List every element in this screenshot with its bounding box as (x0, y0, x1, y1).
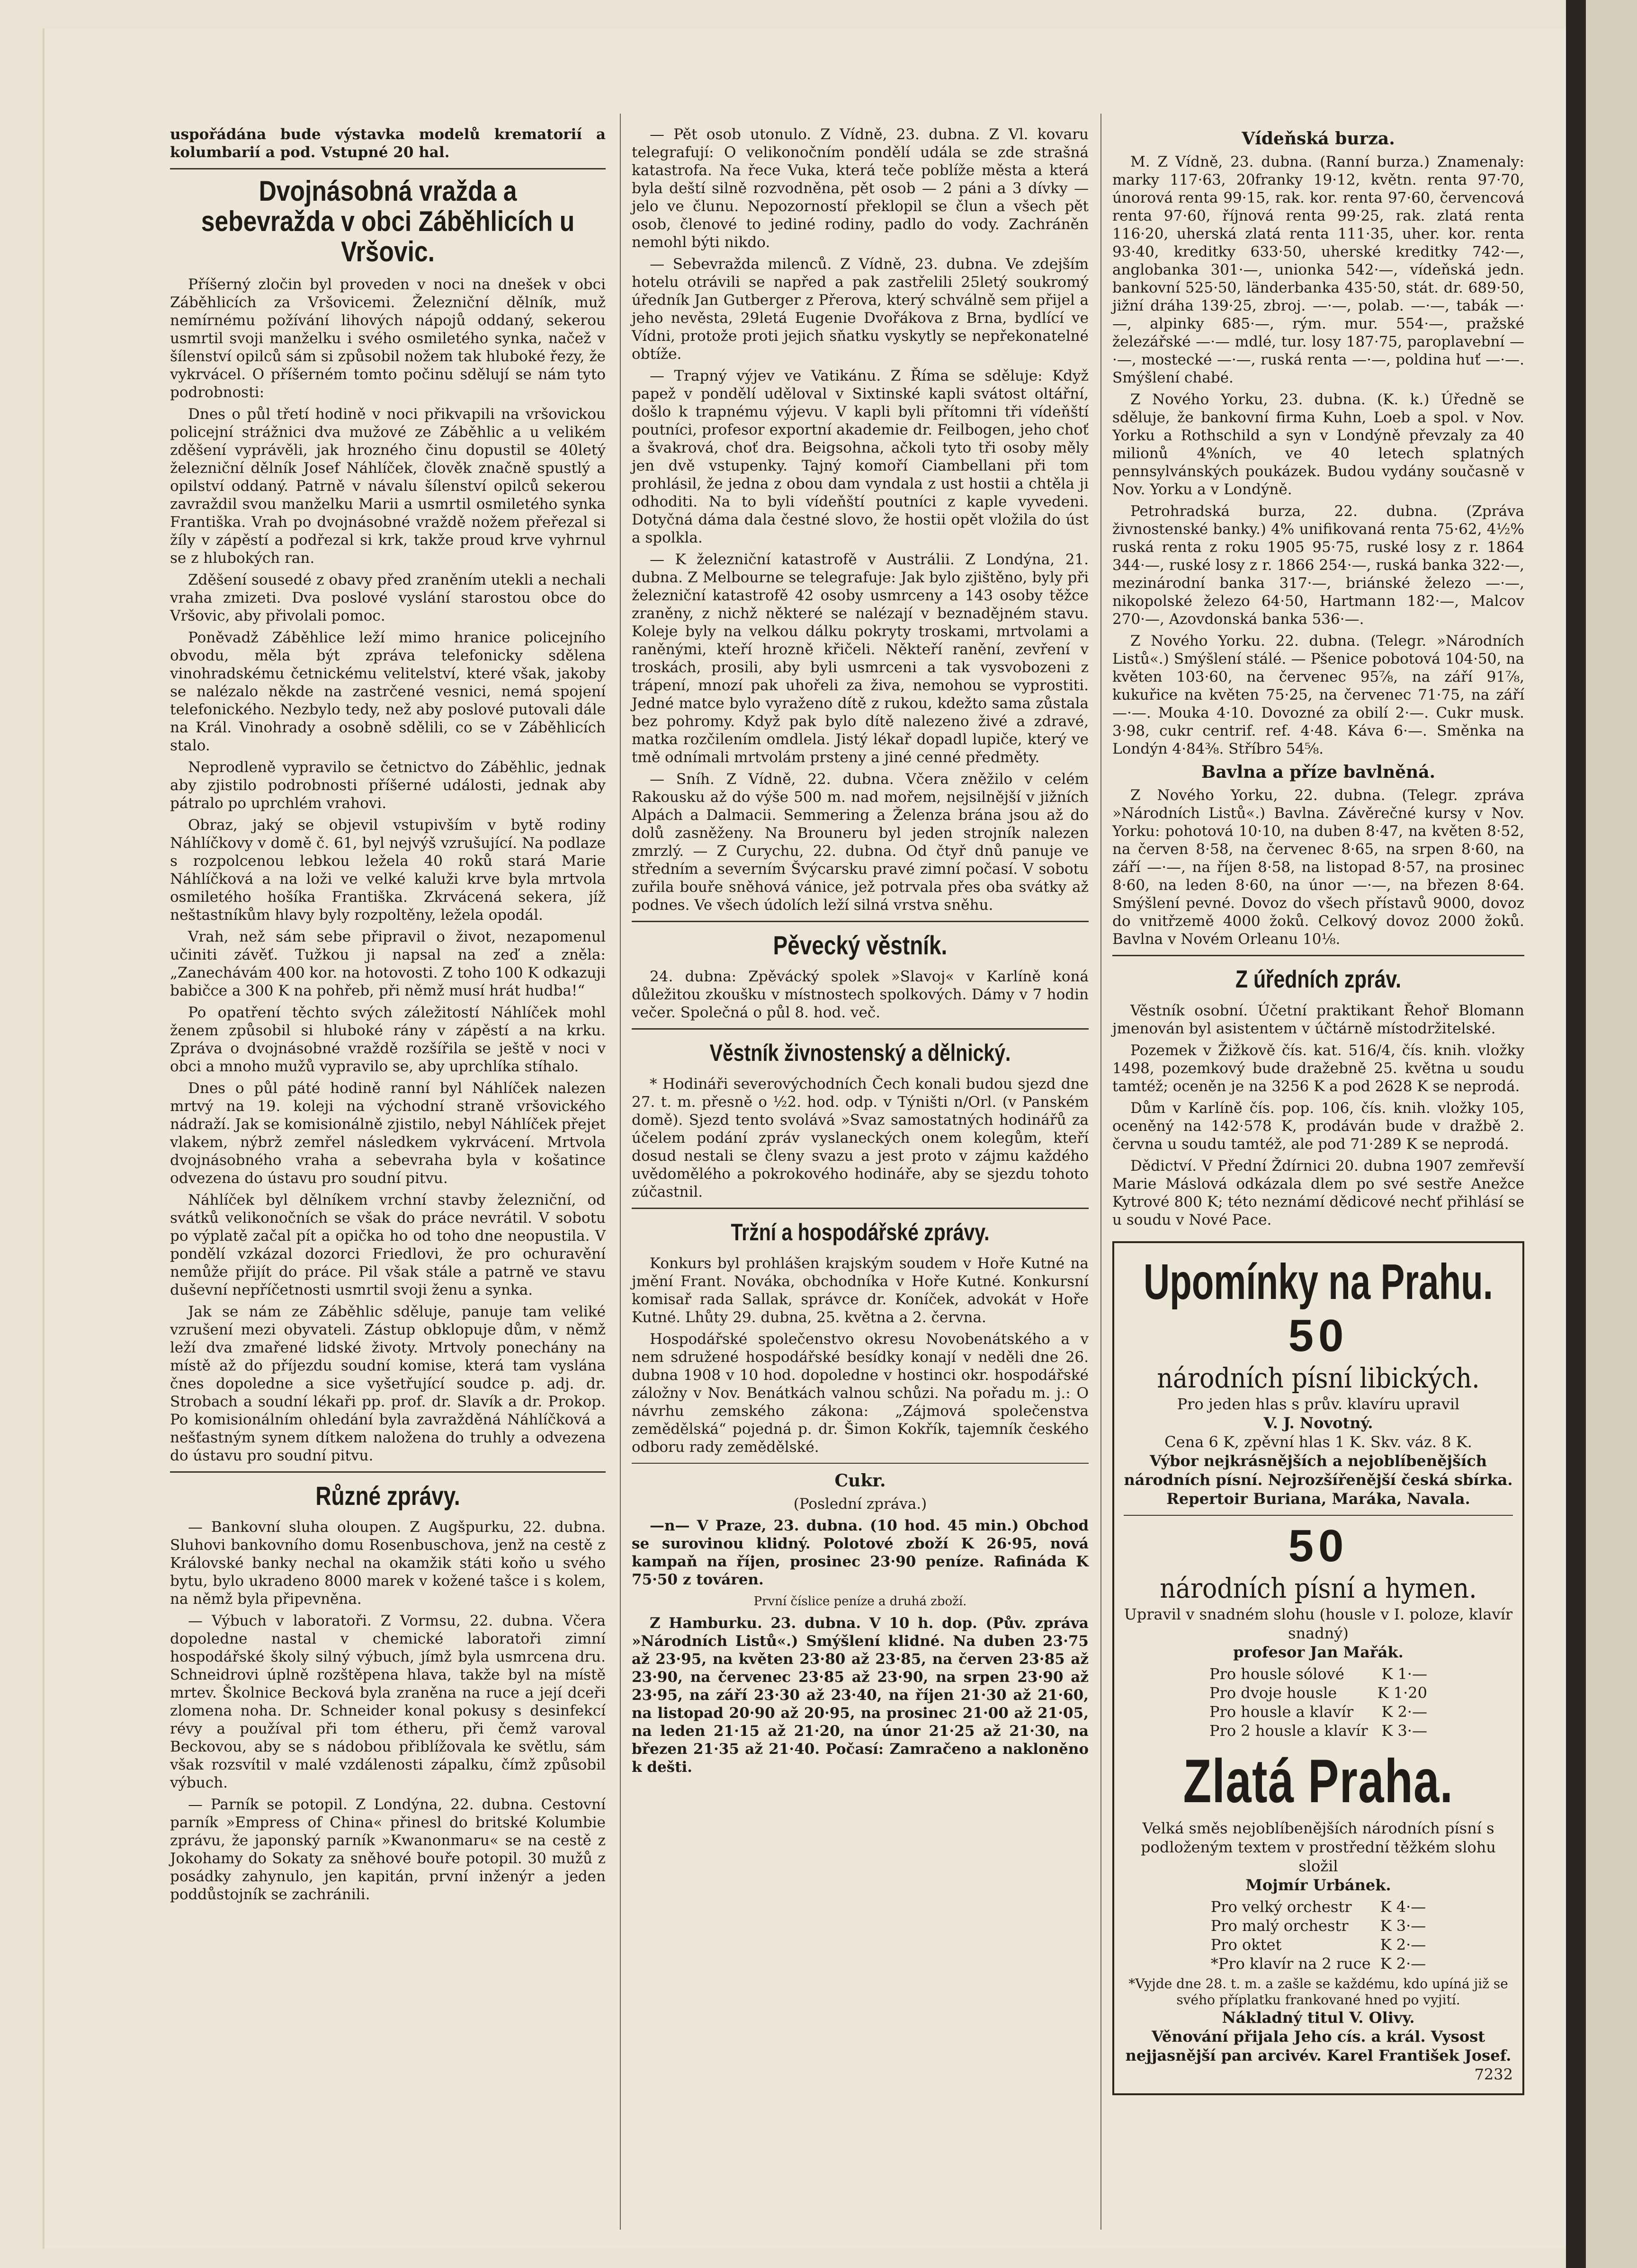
market-report: Petrohradská burza, 22. dubna. (Zpráva živnostenské banky.) 4% unifikovaná renta 75·62, 4½% ruská renta z roku 1905 95·75, ruské losy z r. 1864 344·—, ruské losy z r. 1866 254·—, ruská banka 322·—, mezinárodní banka 317·—, briánské železo —·—, nikopolské železo 64·50, Hartmann 182·—, Malcov 270·—, Azovdonská banka 536·—. (1112, 503, 1524, 628)
notice: Dům v Karlíně čís. pop. 106, čís. knih. vložky 105, oceněný na 142·578 K, prodáván bude v dražbě 2. června u soudu tamtéž, ale pod 71·289 K se neprodá. (1112, 1100, 1524, 1153)
price-value: K 1·20 (1377, 1684, 1427, 1702)
divider (170, 1471, 606, 1473)
ad-blurb: Výbor nejkrásnějších a nejoblíbenějších národních písní. Nejrozšířenější česká sbírka. Repertoir Buriana, Maráka, Navala. (1124, 1452, 1513, 1508)
news-item: — Bankovní sluha oloupen. Z Augšpurku, 22. dubna. Sluhovi bankovního domu Rosenbuschova, jenž na cestě z Královské banky nechal na okamžik státi koňo u svého bytu, bylo ukradeno 8000 marek v kožené tašce i s kolem, na němž byla připevněna. (170, 1519, 606, 1608)
price-value: K 3·— (1380, 1917, 1426, 1935)
news-item: — Parník se potopil. Z Londýna, 22. dubna. Cestovní parník »Empress of China« přinesl do britské Kolumbie zprávu, že japonský parník »Kwanonmaru« se na cestě z Jokohamy do Sokaty za sněhové bouře potopil. 30 mužů z posádky zahynulo, jen kapitán, první inženýr a jeden poddůstojník se zachránili. (170, 1796, 606, 1903)
article-paragraph: Vrah, než sám sebe připravil o život, nezapomenul učiniti závěť. Tužkou ji napsal na zeď a zněla: „Zanechávám 400 kor. na hotovosti. Z toho 100 K odkazuji babičce a 300 K na pohřeb, při němž musí hrát hudba!“ (170, 928, 606, 999)
price-row (1205, 1683, 1432, 1702)
news-item: — Sebevražda milenců. Z Vídně, 23. dubna. Ve zdejším hotelu otrávili se napřed a pak zastřelili 25letý soukromý úředník Jan Gutberger z Přerova, který schválně sem přijel a jeho nevěsta, 29letá Eugenie Dvořákova z Brna, bydlící ve Vídni, protože proti jejich sňatku vyskytly se nepřekonatelné obtíže. (632, 256, 1089, 363)
ad-price: Cena 6 K, zpěvní hlas 1 K. Skv. váz. 8 K. (1164, 1433, 1472, 1451)
price-value: K 4·— (1380, 1898, 1426, 1916)
ad-text: Velká směs nejoblíbenějších národních písní s podloženým textem v prostřední těžkém slohu složil (1141, 1819, 1496, 1875)
price-value: K 1·— (1381, 1665, 1427, 1683)
subsection-burza: Vídeňská burza. (1242, 129, 1395, 149)
section-title-uredni: Z úředních zpráv. (1235, 966, 1401, 993)
ad-code: 7232 (1474, 2065, 1513, 2083)
ad-text: Pro jeden hlas s prův. klavíru upravil (1177, 1395, 1460, 1413)
article-paragraph: Obraz, jaký se objevil vstupivším v bytě rodiny Náhlíčkovy v domě č. 61, byl nejvýš vzrušující. Na podlaze s rozpolcenou lebkou ležela 40 roků stará Marie Náhlíčková a na loži ve velké kaluži krve byla mrtvola osmiletého hošíka Františka. Zkrvácená sekera, jíž neštastníkům hlavy byly rozpoltěny, ležela opodál. (170, 817, 606, 924)
column-3 (1112, 125, 1524, 2095)
article-paragraph: Náhlíček byl dělníkem vrchní stavby železniční, od svátků velikonočních se však do práce nevrátil. V sobotu po výplatě začal pít a opička ho od toho dne neopustila. V pondělí vzkázal dozorci Friedlovi, že pro ochuravění nemůže přijít do práce. Pil však stále a patrně ve stavu duševní nepříčetnosti usmrtil svoji ženu a synka. (170, 1192, 606, 1299)
price-label: *Pro klavír na 2 ruce (1210, 1955, 1371, 1973)
divider (1124, 1515, 1513, 1516)
news-item: Konkurs byl prohlášen krajským soudem v Hoře Kutné na jmění Frant. Nováka, obchodníka v Hoře Kutné. Konkursní komisař rada Sallak, správce dr. Koníček, advokát v Hoře Kutné. Lhůty 29. dubna, 25. května a 2. června. (632, 1255, 1089, 1326)
price-row (1206, 1954, 1431, 1973)
subsection-note: (Poslední zpráva.) (793, 1495, 927, 1512)
article-paragraph: Jak se nám ze Záběhlic sděluje, panuje tam veliké vzrušení mezi obyvateli. Zástup obklopuje dům, v němž leží dva zmařené lidské životy. Mrtvoly ponechány na místě až do příjezdu soudní komise, která tam vyslána čnes dopoledne a sice vyšetřující soudce p. adj. dr. Strobach a soudní lékaři pp. prof. dr. Slavík a dr. Prokop. Po komisionálním ohledání byla zavražděná Náhlíčková a nešťastným synem dítkem naložena do truhly a odvezena do ústavu pro soudní pitvu. (170, 1303, 606, 1464)
ad-author: V. J. Novotný. (1263, 1414, 1373, 1432)
price-row (1206, 1897, 1431, 1916)
headline: Dvojnásobná vražda a sebevražda v obci Záběhlicích u Vršovic. (201, 175, 575, 267)
price-row (1206, 1916, 1431, 1935)
article-paragraph: Příšerný zločin byl proveden v noci na dnešek v obci Záběhlicích za Vršovicemi. Železniční dělník, muž nemírnému požívání lihových nápojů oddaný, sekerou usmrtil svoji manželku i svého osmiletého synka, načež v šílenství opilců sám si způsobil nožem tak hluboké řezy, že vykrvácel. O příšerném tomto počinu sdělují se nám tyto podrobnosti: (170, 276, 606, 401)
market-report: Z Hamburku. 23. dubna. V 10 h. dop. (Pův. zpráva »Národních Listů«.) Smýšlení klidné. Na duben 23·75 až 23·95, na květen 23·80 až 23·85, na červen 23·85 až 23·90, na červenec 23·85 až 23·90, na srpen 23·90 až 23·95, na září 23·30 až 23·40, na říjen 21·30 až 21·60, na listopad 20·90 až 20·95, na prosinec 21·00 až 21·05, na leden 21·15 až 21·20, na únor 21·25 až 21·30, na březen 21·35 až 21·40. Počasí: Zamračeno a nakloněno k dešti. (632, 1615, 1089, 1776)
article-paragraph: Dnes o půl třetí hodině v noci přikvapili na vršovickou policejní strážnici dva mužové ze Záběhlic a u velikém zděšení vyprávěli, jak hrozného činu dopustil se 40letý železniční dělník Josef Náhlíček, člověk značně spustlý a opilství oddaný. Patrně v návalu šílenství opilců sekerou zavraždil svou manželku Marii a usmrtil osmiletého synka Františka. Vrah po dvojnásobné vraždě nožem přeřezal si žíly v zápěstí a podřezal si krk, takže proud krve vyhrnul se z hlubokých ran. (170, 406, 606, 567)
divider (632, 921, 1089, 922)
column-1 (170, 125, 606, 1907)
ad-title-zlata-praha: Zlatá Praha. (1183, 1746, 1454, 1815)
ad-price-list (1205, 1664, 1432, 1740)
price-label: Pro velký orchestr (1210, 1898, 1352, 1916)
market-report: Z Nového Yorku, 23. dubna. (K. k.) Úředně se sděluje, že bankovní firma Kuhn, Loeb a spol. v Nov. Yorku a Rothschild a syn v Londýně převzaly za 40 milionů 4%ních, ve 40 letech splatných pennsylvánských poukázek. Budou vydány současně v Nov. Yorku a v Londýně. (1112, 391, 1524, 498)
notice: Věstník osobní. Účetní praktikant Řehoř Blomann jmenován byl asistentem v účtárně místodržitelské. (1112, 1002, 1524, 1037)
column-2 (632, 125, 1089, 1780)
price-label: Pro dvoje housle (1209, 1684, 1337, 1702)
news-item: — Pět osob utonulo. Z Vídně, 23. dubna. Z Vl. kovaru telegrafují: O velikonočním pondělí udála se zde strašná katastrofa. Na řece Vuka, která teče poblíže města a která byla deští silně rozvodněna, pět osob — 2 páni a 3 dívky — jelo ve člunu. Nepozorností překlopil se člun a všech pět osob, členové to jediné rodiny, padlo do vody. Zachráněn nemohl býti nikdo. (632, 126, 1089, 251)
market-report: —n— V Praze, 23. dubna. (10 hod. 45 min.) Obchod se surovinou klidný. Polotové zboží K 26·95, nová kampaň na říjen, prosinec 23·90 peníze. Rafináda K 75·50 z továren. (632, 1517, 1089, 1588)
advertisement-box (1112, 1241, 1524, 2095)
ad-price-list (1206, 1897, 1431, 1973)
ad-subtitle: národních písní libických. (1157, 1362, 1480, 1394)
news-item: — Výbuch v laboratoři. Z Vormsu, 22. dubna. Včera dopoledne nastal v chemické laboratoři zimní hospodářské školy silný výbuch, jímž byla usmrcena dru. Schneidrovi úplně rozštěpena hlava, takže byl na místě mrtev. Školnice Becková byla zraněna na ruce a její dceři zlomena noha. Dr. Schneider konal pokusy s desinfekcí révy a používal při tom étheru, při čemž varoval Beckovou, aby se s nádobou přiblížovala ke světlu, sám však rozsvítil v malé vzdálenosti zápalku, čímž způsobil výbuch. (170, 1612, 606, 1791)
ad-author: profesor Jan Mařák. (1233, 1643, 1404, 1661)
ad-subtitle: národních písní a hymen. (1160, 1572, 1477, 1604)
article-paragraph: Poněvadž Záběhlice leží mimo hranice policejního obvodu, měla být zpráva telefonicky sdělena vinohradskému četnickému velitelství, které však, jakoby se nalézalo někde na zastrčené vesnici, nemá spojení telefonického. Nezbylo tedy, než aby poslové putovali dále na Král. Vinohrady a osobně sdělili, co se v Záběhlicích stalo. (170, 629, 606, 754)
market-note: První číslice peníze a druhá zboží. (753, 1594, 967, 1609)
section-title-zivnostensky: Věstník živnostenský a dělnický. (709, 1040, 1011, 1066)
price-row (1205, 1721, 1432, 1740)
price-value: K 2·— (1380, 1955, 1426, 1973)
market-report: Z Nového Yorku, 22. dubna. (Telegr. zpráva »Národních Listů«.) Bavlna. Závěrečné kursy v Nov. Yorku: pohotová 10·10, na duben 8·47, na květen 8·52, na červen 8·58, na červenec 8·65, na srpen 8·60, na září —·—, na říjen 8·58, na listopad 8·57, na prosinec 8·60, na leden 8·60, na únor —·—, na březen 8·64. Smýšlení pevné. Dovoz do všech přístavů 9000, dovoz do vnitřzemě 4000 žoků. Celkový dovoz 2000 žoků. Bavlna v Novém Orleanu 10⅛. (1112, 787, 1524, 948)
page-binding-edge (1566, 0, 1637, 2268)
ad-note: *Vyjde dne 28. t. m. a zašle se každému, kdo upíná již se svého příplatku frankované hned po vyjití. (1128, 1976, 1508, 2008)
price-label: Pro 2 housle a klavír (1209, 1722, 1368, 1740)
divider (1112, 955, 1524, 956)
notice: Pozemek v Žižkově čís. kat. 516/4, čís. knih. vložky 1498, pozemkový bude dražebně 25. května u soudu tamtéž; oceněn je na 3256 K a pod 2628 K se neprodá. (1112, 1042, 1524, 1095)
article-paragraph: Zděšení sousedé z obavy před zraněním utekli a nechali vraha zmizeti. Dva poslové vyslání starostou obce do Vršovic, aby přivolali pomoc. (170, 571, 606, 624)
price-label: Pro malý orchestr (1210, 1917, 1349, 1935)
market-report: Z Nového Yorku. 22. dubna. (Telegr. »Národních Listů«.) Smýšlení stálé. — Pšenice pobotová 104·50, na květen 103·60, na červenec 95⅞, na září 91⅞, kukuřice na květen 75·25, na červenec 71·75, na září —·—. Mouka 4·10. Dovozné za obilí 2·—. Cukr musk. 3·98, cukr centrif. ref. 4·48. Káva 6·—. Směnka na Londýn 4·84⅜. Stříbro 54⅝. (1112, 632, 1524, 757)
column-rule (620, 114, 621, 2230)
price-row (1205, 1702, 1432, 1721)
price-value: K 2·— (1381, 1703, 1427, 1721)
subsection-cukr: Cukr. (834, 1471, 886, 1491)
article-paragraph: Dnes o půl páté hodině ranní byl Náhlíček nalezen mrtvý na 19. koleji na východní straně vršovického nádraží. Jak se komisionálně zjistilo, nebyl Náhlíček přejet vlakem, nýbrž zemřel následkem vykrvácení. Mrtvola dvojnásobného vraha a sebevraha byla v košatince odvezena do ústavu pro soudní pitvu. (170, 1080, 606, 1187)
price-label: Pro housle a klavír (1209, 1703, 1354, 1721)
news-item: — Sníh. Z Vídně, 22. dubna. Včera zněžilo v celém Rakousku až do výše 500 m. nad mořem, nejsilnější v jižních Alpách a Dalmacii. Semmering a Želenza brána jsou až do dolů zasněženy. Na Brouneru byl jeden strojník nalezen zmrzlý. — Z Curychu, 22. dubna. Od čtyř dnů panuje ve středním a severním Švýcarsku pravé zimní počasí. V sobotu zuřila bouře sněhová vánice, jež potrvala přes oba svátky až podnes. Ve všech údolích leží silná vrstva sněhu. (632, 771, 1089, 914)
section-title-pevecky: Pěvecký věstník. (773, 930, 948, 960)
news-item: Hospodářské společenstvo okresu Novobenátského a v nem sdružené hospodářské besídky konají v neděli dne 26. dubna 1908 v 10 hod. dopoledne v hostinci okr. hospodářské záložny v Nov. Benátkách valnou schůzi. Na pořadu m. j.: O návrhu zemského zákona: „Zájmová společenstva zemědělská“ pojedná p. dr. Šimon Kokřík, tajemník českého odboru rady zemědělské. (632, 1331, 1089, 1456)
ad-number: 50 (1288, 1310, 1349, 1361)
ad-author: Mojmír Urbánek. (1245, 1876, 1391, 1894)
article-paragraph: Po opatření těchto svých záležitostí Náhlíček mohl ženem způsobil si hluboké rány v zápěstí a na krku. Zpráva o dvojnásobné vraždě rozšířila se ještě v noci v obci a mnoho mužů vypravilo se, aby uprchlíka stíhalo. (170, 1004, 606, 1075)
subsection-bavlna: Bavlna a příze bavlněná. (1201, 762, 1436, 782)
price-row (1206, 1935, 1431, 1954)
price-label: Pro housle sólové (1209, 1665, 1344, 1683)
section-title-ruzne: Různé zprávy. (315, 1481, 460, 1511)
news-item: * Hodináři severovýchodních Čech konali budou sjezd dne 27. t. m. přesně o ½2. hod. odp. v Týništi n/Orl. (v Panském domě). Sjezd tento svolává »Svaz samostatných hodinářů za účelem podání zpráv vyslaneckých onem kolegům, kteří dosud nestali se členy svazu a jest proto v zájmu každého uvědomělého a pokrokového hodináře, aby se sjezdu tohoto zúčastnil. (632, 1076, 1089, 1201)
ad-text: Upravil v snadném slohu (housle v I. poloze, klavír snadný) (1124, 1605, 1513, 1642)
column-rule (1100, 114, 1101, 2230)
price-value: K 3·— (1381, 1722, 1427, 1740)
ad-number: 50 (1288, 1521, 1349, 1571)
divider (632, 1208, 1089, 1209)
divider (632, 1463, 1089, 1464)
price-row (1205, 1664, 1432, 1683)
ad-publisher: Nákladný titul V. Olivy. (1222, 2009, 1415, 2027)
news-item: — Trapný výjev ve Vatikánu. Z Říma se sděluje: Když papež v pondělí uděloval v Sixtinské kapli svátost oltářní, došlo k trapnému výjevu. V kapli byli přítomni tři vídeňští poutníci, profesor exportní akademie dr. Feilbogen, jeho choť a švakrová, choť dra. Beigsohna, ačkoli tyto tři osoby měly jen dvě vstupenky. Tajný komoří Ciambellani při tom prohlásil, že jedna z obou dam vyndala z ust hostii a chtěla ji odhoditi. Na to byli vídeňští poutníci z kaple vyvedeni. Dotyčná dáma dala čestné slovo, že hostii opět vložila do úst a spolkla. (632, 367, 1089, 546)
newspaper-page (43, 28, 1574, 2249)
notice: Dědictví. V Přední Ždírnici 20. dubna 1907 zemřevší Marie Máslová odkázala dlem po své sestře Anežce Kytrové 800 K; této neznámí dědicové nechť přihlásí se u soudu v Nové Pace. (1112, 1157, 1524, 1228)
ad-title: Upomínky na Prahu. (1144, 1254, 1493, 1310)
section-title-trzni: Tržní a hospodářské zprávy. (731, 1219, 990, 1245)
news-item: 24. dubna: Zpěvácký spolek »Slavoj« v Karlíně koná důležitou zkoušku v místnostech spolkových. Dámy v 7 hodin večer. Společná o půl 8. hod. več. (632, 968, 1089, 1021)
intro-text: uspořádána bude výstavka modelů krematorií a kolumbarií a pod. Vstupné 20 hal. (170, 126, 606, 161)
price-value: K 2·— (1380, 1936, 1426, 1954)
article-paragraph: Neprodleně vypravilo se četnictvo do Záběhlic, jednak aby zjistilo podrobnosti příšerné události, jednak aby pátralo po uprchlém vrahovi. (170, 759, 606, 812)
ad-dedication: Věnování přijala Jeho cís. a král. Vysost nejjasnější pan arcivév. Karel František Josef. (1125, 2028, 1512, 2064)
market-report: M. Z Vídně, 23. dubna. (Ranní burza.) Znamenaly: marky 117·63, 20franky 19·12, květn. renta 97·70, únorová renta 99·15, rak. kor. renta 97·60, červencová renta 97·60, říjnová renta 99·25, rak. zlatá renta 116·20, uherská zlatá renta 111·35, uher. kor. renta 93·40, kreditky 633·50, uherské kreditky 742·—, anglobanka 301·—, unionka 542·—, vídeňská jedn. bankovní 525·50, länderbanka 435·50, stát. dr. 689·50, jižní dráha 139·25, zbroj. —·—, polab. —·—, tabák —·—, alpinky 685·—, rým. mur. 554·—, pražské železářské —·— mdlé, tur. losy 187·75, paroplavební —·—, mostecké —·—, ruská renta —·—, poldina huť —·—. Smýšlení chabé. (1112, 153, 1524, 386)
divider (170, 168, 606, 169)
price-label: Pro oktet (1210, 1936, 1282, 1954)
divider (632, 1028, 1089, 1030)
news-item: — K železniční katastrofě v Austrálii. Z Londýna, 21. dubna. Z Melbourne se telegrafuje: Jak bylo zjištěno, byly při železniční katastrofě 42 osoby usmrceny a 143 osoby těžce zraněny, z nichž některé se nalézají v beznadějném stavu. Koleje byly na velkou dálku pokryty troskami, mrtvolami a raněnými, kteří hrozně křičeli. Někteří ranění, zevření v troskách, prosili, aby byli usmrceni a tak vysvobozeni z trápení, mnozí pak uhořeli za živa, nemohou se vyprostiti. Jedné matce bylo vyraženo dítě z rukou, kdežto sama zůstala bez pohromy. Když pak bylo dítě nalezeno živé a zdravé, matka rozčilením omdlela. Jistý lékař dopadl lupiče, který ve tmě odnímali mrtvolám prsteny a jiné cenné předměty. (632, 551, 1089, 766)
